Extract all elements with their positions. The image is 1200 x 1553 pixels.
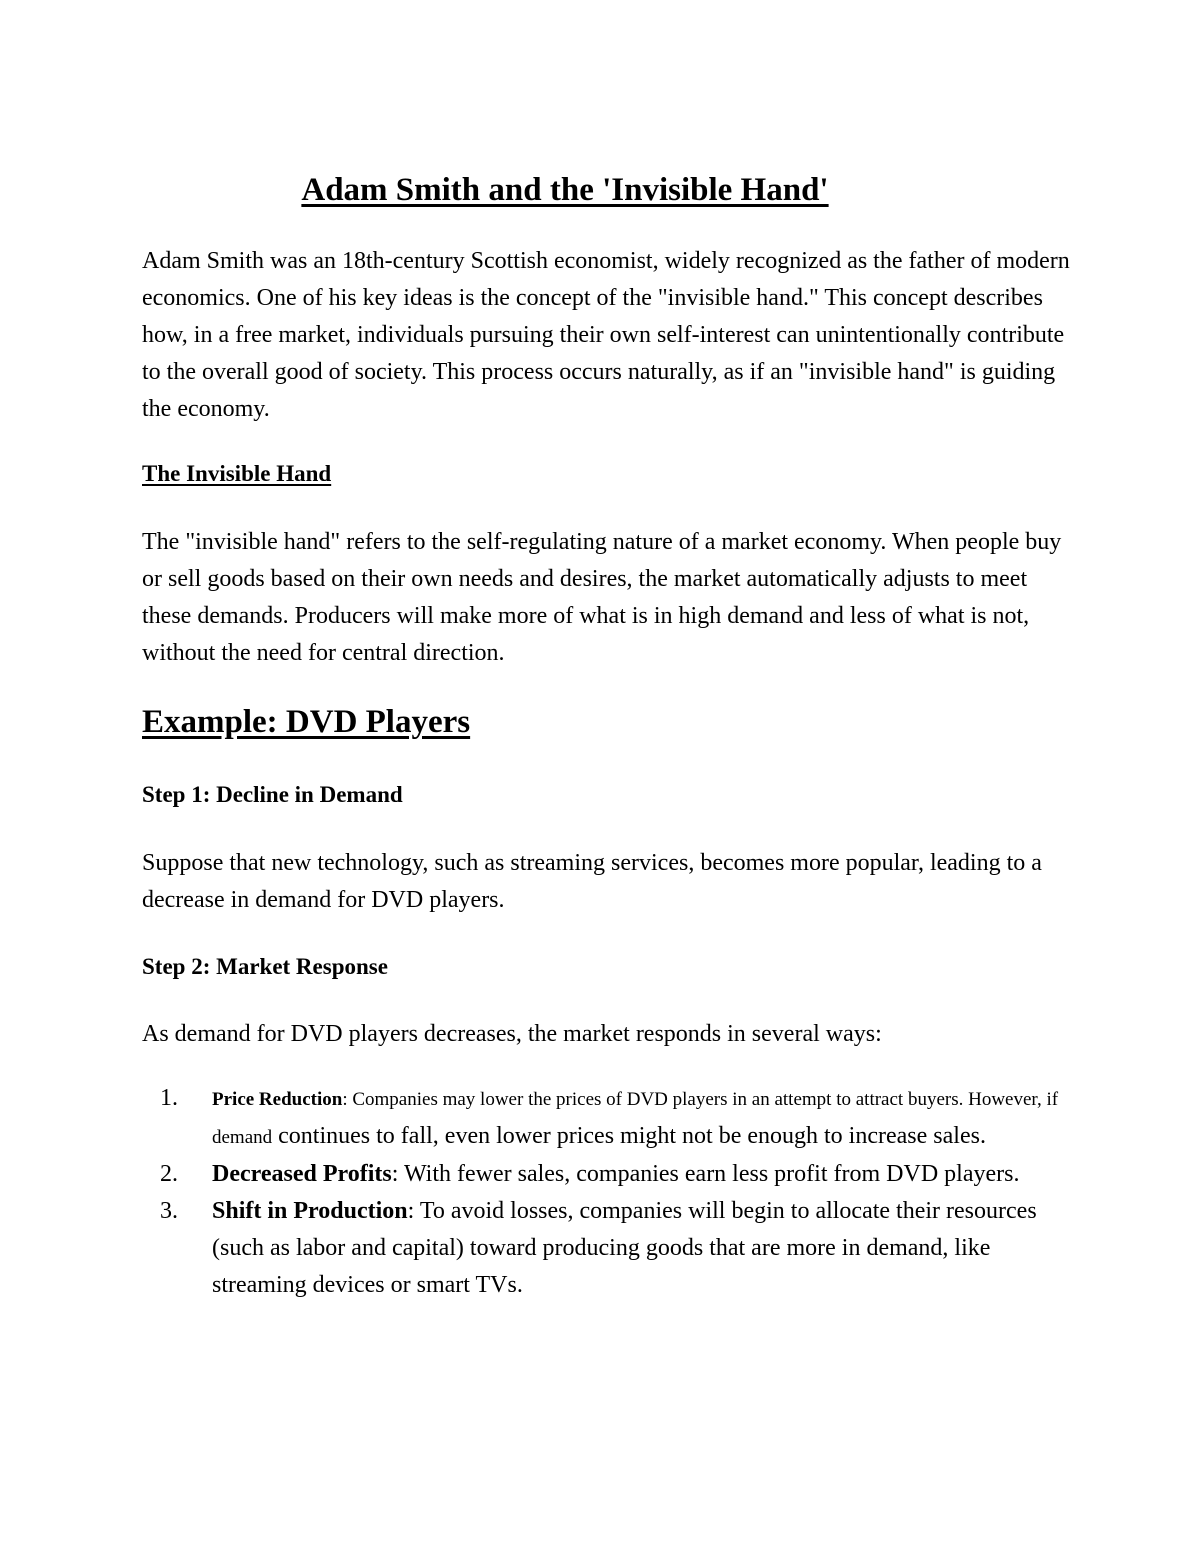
list-item-text: : To avoid losses, companies will begin to allocate their resources (such as labor and capital) toward producing goods that are more in demand, like streaming devices or smart TVs. [212,1198,1037,1298]
list-item [142,1080,1072,1156]
intro-paragraph: Adam Smith was an 18th-century Scottish economist, widely recognized as the father of modern economics. One of his key ideas is the concept of the "invisible hand." This concept describes how, in a free market, individuals pursuing their own self-interest can unintentionally contribute to the overall good of society. This process occurs naturally, as if an "invisible hand" is guiding the economy. [142,248,1070,422]
list-item-term: Price Reduction [212,1089,343,1110]
document-title: Adam Smith and the 'Invisible Hand' [301,172,829,208]
step1-paragraph: Suppose that new technology, such as streaming services, becomes more popular, leading to a decrease in demand for DVD players. [142,850,1042,913]
invisible-hand-paragraph: The "invisible hand" refers to the self-regulating nature of a market economy. When people buy or sell goods based on their own needs and desires, the market automatically adjusts to meet these demands. Producers will make more of what is in high demand and less of what is not, without the need for central direction. [142,529,1062,666]
list-item [142,1156,1072,1193]
section-heading-invisible-hand: The Invisible Hand [142,461,332,486]
list-item-term: Shift in Production [212,1198,408,1224]
list-item-number: 2. [160,1161,178,1187]
list-item-text: : With fewer sales, companies earn less profit from DVD players. [391,1161,1020,1187]
list-item-small-text: : Companies may lower the prices of DVD players in an attempt to attract buyers. However, if demand [212,1089,1059,1148]
list-item-term: Decreased Profits [212,1161,392,1187]
market-response-list [142,1080,1072,1304]
list-item-number: 1. [160,1085,178,1111]
list-item-number: 3. [160,1198,178,1224]
step1-heading: Step 1: Decline in Demand [142,782,403,807]
list-item-text: continues to fall, even lower prices might not be enough to increase sales. [272,1123,986,1149]
example-heading: Example: DVD Players [142,704,471,740]
step2-paragraph: As demand for DVD players decreases, the market responds in several ways: [142,1021,882,1047]
step2-heading: Step 2: Market Response [142,954,388,979]
list-item [142,1193,1072,1304]
